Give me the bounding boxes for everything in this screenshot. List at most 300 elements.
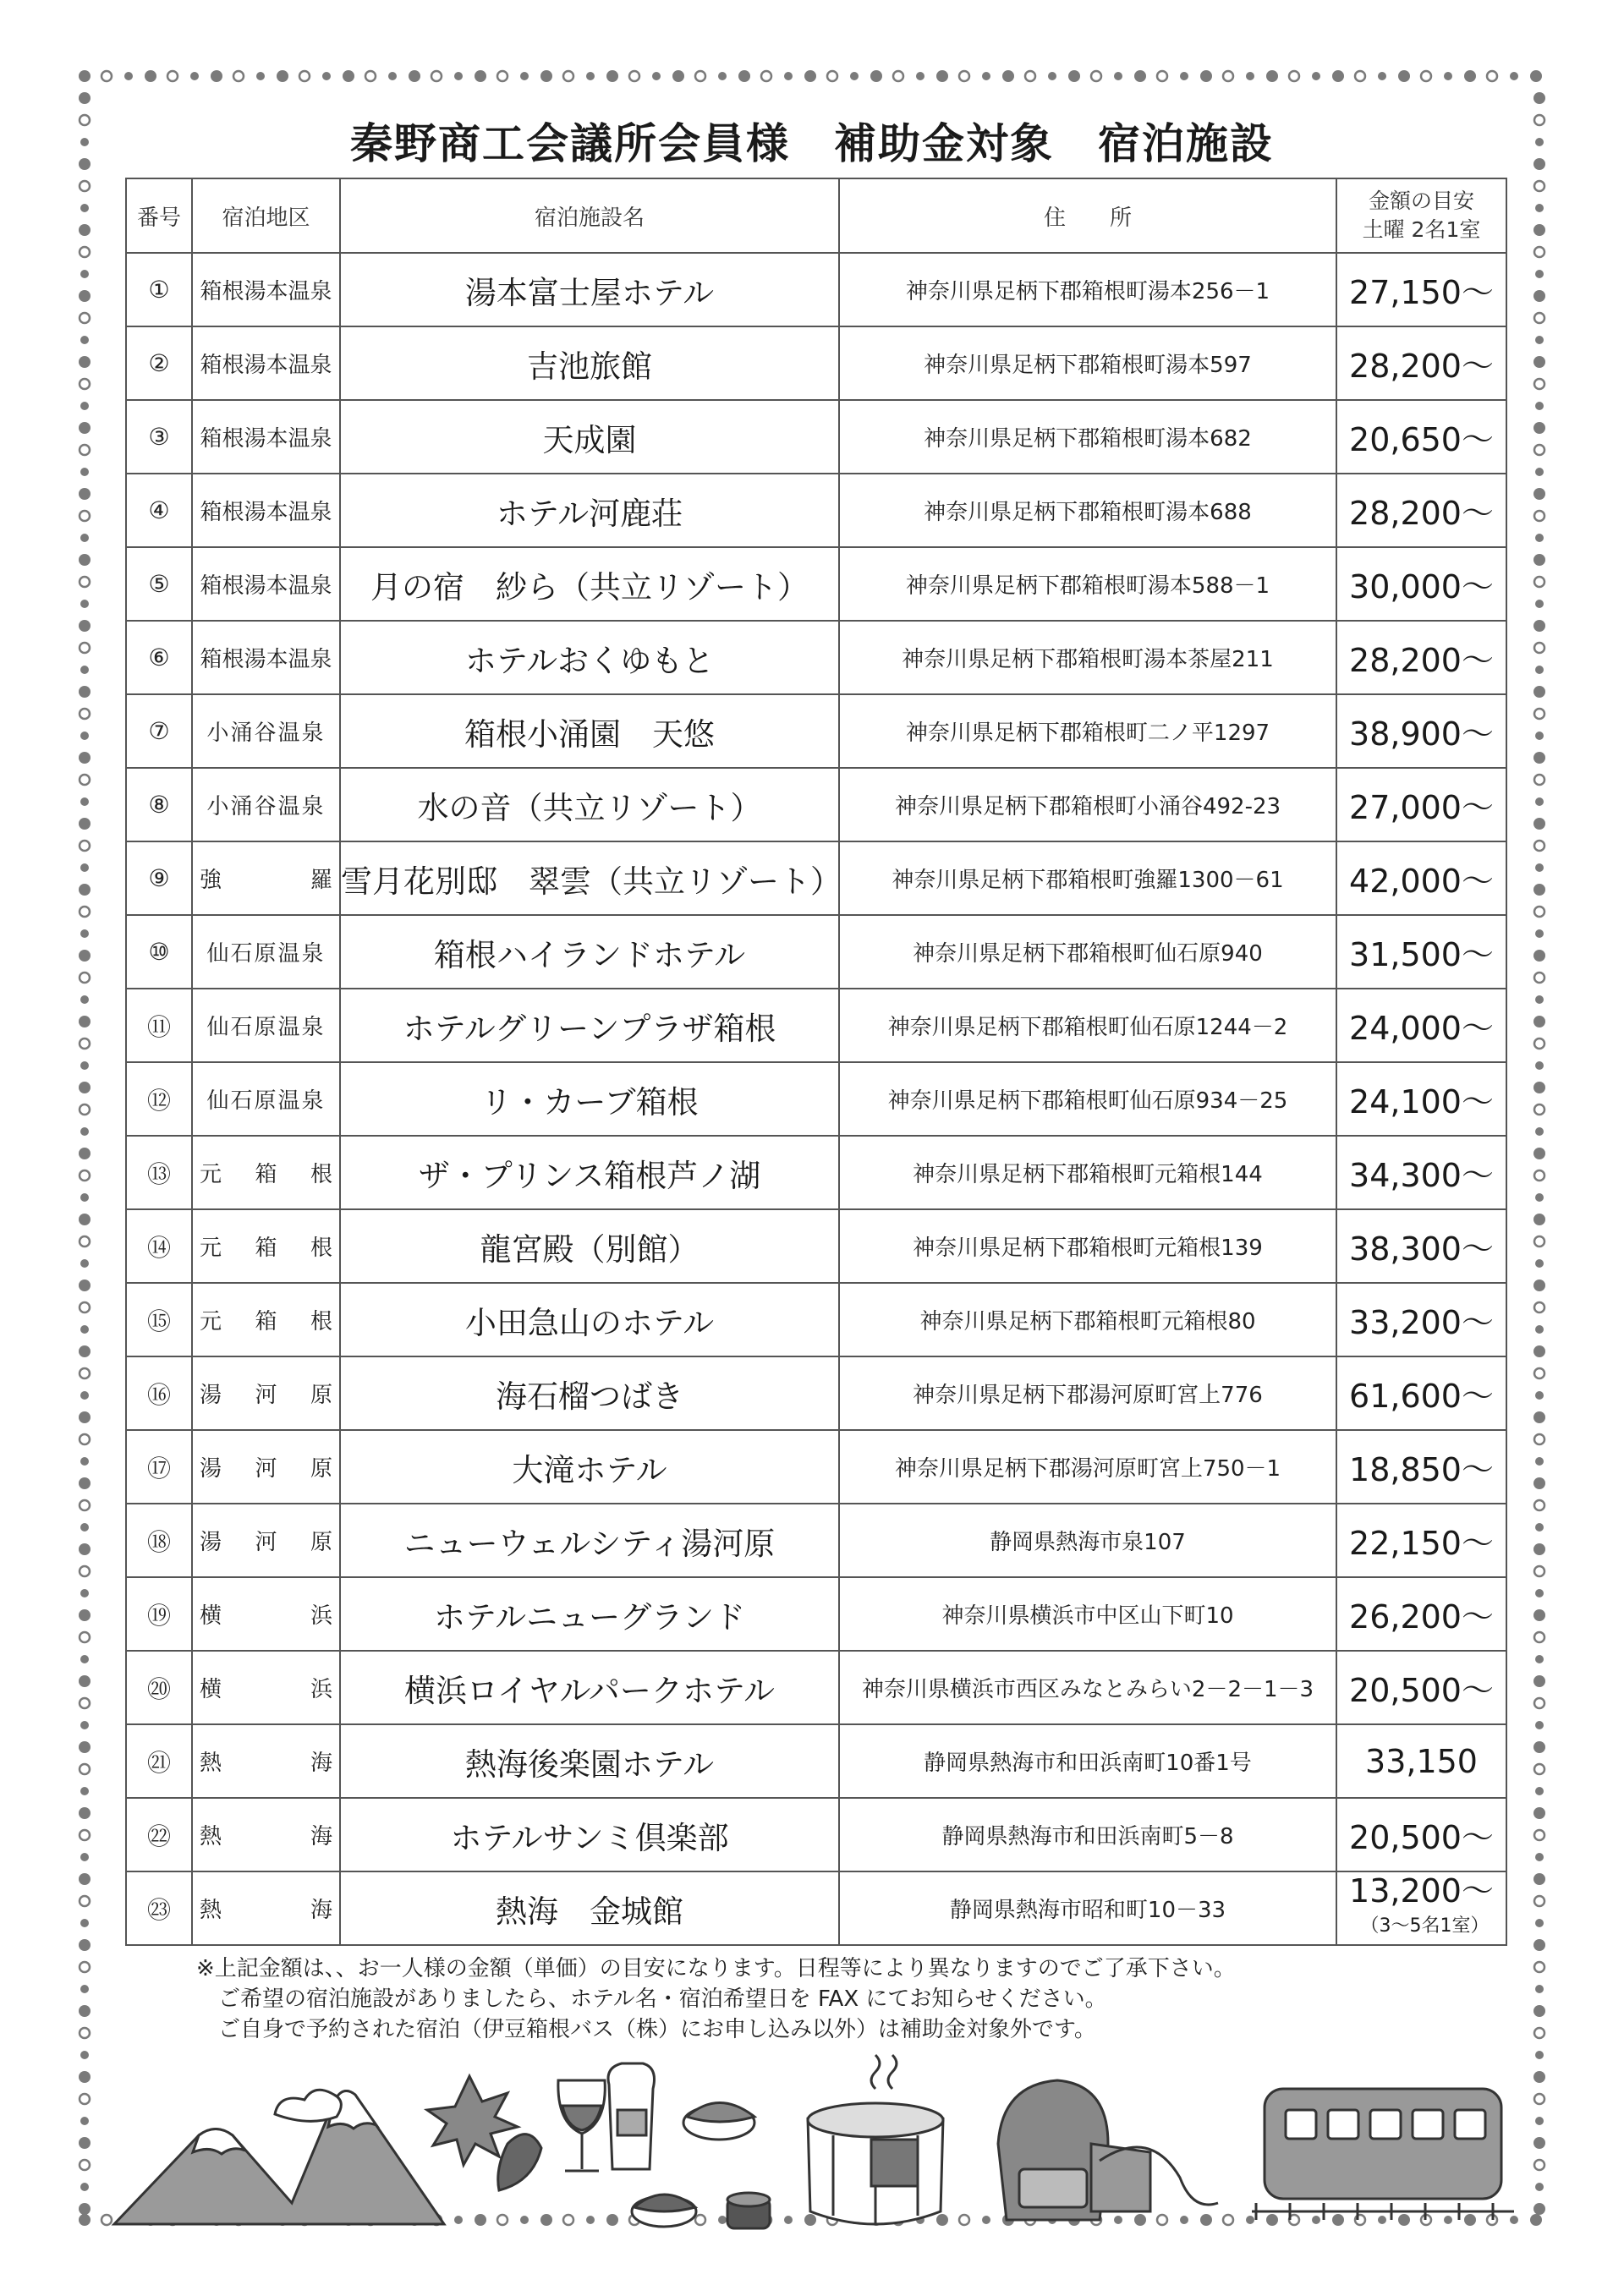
row-facility-name: 龍宮殿（別館） (340, 1209, 839, 1283)
row-number: ⑫ (126, 1062, 192, 1136)
row-price (1336, 1871, 1506, 1945)
border-dot (1534, 577, 1544, 587)
row-facility-name: 箱根ハイランドホテル (340, 915, 839, 989)
border-dot (1533, 1214, 1545, 1225)
row-area-text: 仙石原温泉 (206, 941, 326, 967)
border-dot (1535, 402, 1544, 410)
border-dot (1535, 863, 1544, 872)
border-dot (80, 1896, 90, 1906)
row-address: 神奈川県足柄下郡箱根町仙石原940 (839, 915, 1336, 989)
row-area (192, 1724, 340, 1798)
border-dot (80, 1721, 89, 1729)
row-address: 神奈川県足柄下郡湯河原町宮上776 (839, 1356, 1336, 1430)
row-address: 神奈川県足柄下郡箱根町強羅1300－61 (839, 841, 1336, 915)
row-address: 神奈川県足柄下郡箱根町小涌谷492-23 (839, 768, 1336, 841)
header-facility-name: 宿泊施設名 (340, 178, 839, 253)
area-char: 河 (255, 1530, 277, 1555)
border-dot (1533, 1345, 1545, 1357)
border-dot (80, 379, 90, 389)
border-dot (563, 71, 573, 81)
area-char: 横 (200, 1677, 222, 1702)
border-dot (80, 1787, 89, 1795)
row-facility-name: 海石榴つばき (340, 1356, 839, 1430)
area-char: 箱 (255, 1162, 277, 1187)
row-price (1336, 1283, 1506, 1356)
row-area-spread (193, 1672, 339, 1703)
border-dot (1535, 1391, 1544, 1400)
border-dot (1535, 797, 1544, 806)
border-dot (80, 907, 90, 917)
border-dot (1534, 181, 1544, 191)
border-dot (1533, 1609, 1545, 1621)
row-area (192, 1798, 340, 1871)
border-dot (1534, 841, 1544, 851)
border-dot (1533, 1675, 1545, 1687)
row-number: ⑯ (126, 1356, 192, 1430)
note-line: ご希望の宿泊施設がありましたら、ホテル名・宿泊希望日を FAX にてお知らせください。 (218, 1986, 1107, 2012)
row-address: 静岡県熱海市昭和町10－33 (839, 1871, 1336, 1945)
table-row (126, 1136, 1506, 1209)
note-line: ※上記金額は、、お一人様の金額（単価）の目安になります。日程等により異なりますのでご了承下さい。 (196, 1956, 1236, 1981)
border-dot (80, 1193, 89, 1202)
row-area (192, 1577, 340, 1651)
row-price (1336, 1504, 1506, 1577)
area-char: 強 (200, 868, 222, 893)
border-dot (80, 1038, 90, 1049)
row-number: ⑥ (126, 621, 192, 694)
border-dot (80, 775, 90, 785)
border-dot (1535, 1325, 1544, 1334)
row-facility-name: ホテルサンミ倶楽部 (340, 1798, 839, 1871)
border-dot (80, 1391, 89, 1400)
row-facility-name: ホテル河鹿荘 (340, 474, 839, 547)
border-dot (80, 1853, 89, 1861)
border-dot (1200, 70, 1212, 82)
border-dot (79, 1082, 91, 1093)
area-char: 元 (200, 1309, 222, 1334)
row-number: ⑧ (126, 768, 192, 841)
border-dot (1533, 1741, 1545, 1753)
row-area (192, 915, 340, 989)
area-char: 海 (310, 1898, 332, 1923)
row-facility-name: 天成園 (340, 400, 839, 474)
border-dot (80, 1236, 90, 1247)
border-dot (1246, 72, 1254, 80)
row-number: ⑬ (126, 1136, 192, 1209)
row-price-value: 22,150～ (1349, 1525, 1494, 1562)
border-dot (695, 71, 705, 81)
border-dot (652, 72, 661, 80)
autumn-leaf-illustration (427, 2076, 541, 2190)
hot-spring-bath-illustration (808, 2055, 943, 2224)
border-dot (520, 72, 529, 80)
border-dot (1533, 554, 1545, 566)
row-number: ㉑ (126, 1724, 192, 1798)
border-dot (80, 929, 89, 938)
border-dot (79, 1016, 91, 1027)
row-price-value: 34,300～ (1349, 1157, 1494, 1194)
border-dot (80, 445, 90, 455)
border-dot (1535, 1193, 1544, 1202)
border-dot (1223, 71, 1233, 81)
row-price-value: 24,100～ (1349, 1083, 1494, 1121)
border-dot (1535, 1523, 1544, 1532)
border-dot (145, 70, 156, 82)
table-header-row (126, 178, 1506, 253)
border-dot (79, 950, 91, 962)
border-dot (1533, 884, 1545, 896)
border-dot (1535, 1259, 1544, 1268)
row-facility-name: ホテルおくゆもと (340, 621, 839, 694)
border-dot (277, 70, 288, 82)
border-dot (79, 1675, 91, 1687)
border-dot (80, 1500, 90, 1510)
border-dot (80, 841, 90, 851)
mountain-illustration (114, 2090, 444, 2224)
table-row (126, 621, 1506, 694)
row-price-value: 38,300～ (1349, 1230, 1494, 1268)
row-price (1336, 1062, 1506, 1136)
border-dot (80, 1457, 89, 1466)
area-char: 熱 (200, 1751, 222, 1776)
border-dot (1025, 71, 1035, 81)
header-price (1336, 178, 1506, 253)
border-dot (827, 71, 837, 81)
border-dot (80, 995, 89, 1004)
table-row (126, 1504, 1506, 1577)
border-dot (1534, 709, 1544, 719)
travel-illustrations (0, 2042, 1624, 2245)
border-dot (1533, 818, 1545, 830)
row-address: 静岡県熱海市和田浜南町10番1号 (839, 1724, 1336, 1798)
border-dot (959, 71, 969, 81)
border-dot (79, 2005, 91, 2017)
border-dot (80, 1302, 90, 1312)
row-number: ⑰ (126, 1430, 192, 1504)
row-facility-name: 月の宿 紗ら（共立リゾート） (340, 547, 839, 621)
border-dot (80, 1764, 90, 1774)
row-address: 神奈川県足柄下郡湯河原町宮上750－1 (839, 1430, 1336, 1504)
border-dot (1534, 1170, 1544, 1181)
border-dot (1533, 1939, 1545, 1951)
border-dot (1535, 270, 1544, 278)
border-dot (1534, 973, 1544, 983)
row-price (1336, 1577, 1506, 1651)
area-char: 箱 (255, 1309, 277, 1334)
border-dot (79, 818, 91, 830)
border-dot (1535, 468, 1544, 476)
border-dot (80, 732, 89, 740)
row-area (192, 768, 340, 841)
border-dot (1533, 950, 1545, 962)
row-facility-name: 箱根小涌園 天悠 (340, 694, 839, 768)
row-area-spread (193, 863, 339, 894)
row-address: 神奈川県足柄下郡箱根町湯本256－1 (839, 253, 1336, 326)
row-price-value: 33,150 (1365, 1742, 1478, 1780)
border-dot (79, 1345, 91, 1357)
border-dot (80, 270, 89, 278)
table-row (126, 1724, 1506, 1798)
row-facility-name: 雪月花別邸 翠雲（共立リゾート） (340, 841, 839, 915)
border-dot (80, 1830, 90, 1840)
row-price-value: 28,200～ (1349, 348, 1494, 385)
border-dot (1530, 70, 1542, 82)
border-dot (388, 72, 397, 80)
border-dot (540, 70, 552, 82)
border-dot (80, 577, 90, 587)
row-area-text: 箱根湯本温泉 (200, 573, 332, 599)
train-illustration (1252, 2089, 1514, 2220)
border-dot (80, 402, 89, 410)
row-address: 神奈川県足柄下郡箱根町元箱根80 (839, 1283, 1336, 1356)
table-row (126, 1356, 1506, 1430)
row-address: 神奈川県足柄下郡箱根町湯本682 (839, 400, 1336, 474)
border-dot (79, 488, 91, 500)
border-dot (79, 1873, 91, 1885)
border-dot (1533, 422, 1545, 434)
border-dot (1534, 907, 1544, 917)
table-row (126, 1651, 1506, 1724)
backpack-illustration (998, 2080, 1218, 2220)
border-dot (893, 71, 903, 81)
header-price-line2: 土曜 2名1室 (1362, 217, 1481, 242)
row-area-spread (193, 1451, 339, 1482)
row-price (1336, 1136, 1506, 1209)
row-number: ⑳ (126, 1651, 192, 1724)
border-dot (79, 1609, 91, 1621)
table-row (126, 1430, 1506, 1504)
row-area-text: 箱根湯本温泉 (200, 500, 332, 525)
border-dot (1534, 1104, 1544, 1115)
header-area: 宿泊地区 (192, 178, 340, 253)
table-row (126, 1577, 1506, 1651)
row-facility-name: 熱海 金城館 (340, 1871, 839, 1945)
page-title: 秦野商工会議所会員様 補助金対象 宿泊施設 (350, 119, 1274, 168)
border-dot (586, 72, 595, 80)
row-area (192, 547, 340, 621)
border-dot (80, 797, 89, 806)
border-dot (1535, 995, 1544, 1004)
border-dot (1535, 534, 1544, 542)
border-dot (79, 224, 91, 236)
border-dot (409, 70, 420, 82)
row-price-value: 26,200～ (1349, 1598, 1494, 1636)
row-facility-name: 横浜ロイヤルパークホテル (340, 1651, 839, 1724)
border-dot (80, 666, 89, 674)
border-dot (1533, 1411, 1545, 1423)
border-dot (1533, 752, 1545, 764)
border-dot (343, 70, 354, 82)
row-facility-name: 大滝ホテル (340, 1430, 839, 1504)
border-dot (1535, 1721, 1544, 1729)
border-dot (1533, 356, 1545, 368)
border-dot (80, 511, 90, 521)
row-area-spread (193, 1598, 339, 1630)
area-char: 羅 (310, 868, 332, 893)
border-dot (1534, 1236, 1544, 1247)
border-dot (1535, 1457, 1544, 1466)
notes (196, 1954, 1516, 2045)
border-dot (79, 1939, 91, 1951)
row-area (192, 1283, 340, 1356)
area-char: 原 (310, 1530, 332, 1555)
border-dot (80, 600, 89, 608)
border-dot (80, 1962, 90, 1972)
border-dot (804, 70, 816, 82)
row-address: 神奈川県足柄下郡箱根町湯本688 (839, 474, 1336, 547)
row-facility-name: ホテルグリーンプラザ箱根 (340, 989, 839, 1062)
border-dot (1535, 1853, 1544, 1861)
row-area (192, 1504, 340, 1577)
row-number: ① (126, 253, 192, 326)
border-dot (79, 1543, 91, 1555)
row-area-spread (193, 1745, 339, 1777)
border-dot (1533, 290, 1545, 302)
border-dot (322, 72, 331, 80)
row-facility-name: リ・カーブ箱根 (340, 1062, 839, 1136)
area-char: 原 (310, 1456, 332, 1482)
row-area (192, 474, 340, 547)
table-row (126, 1062, 1506, 1136)
border-dot (1535, 1787, 1544, 1795)
border-dot (1535, 1127, 1544, 1136)
row-area-text: 小涌谷温泉 (206, 794, 326, 819)
row-price-value: 18,850～ (1349, 1451, 1494, 1488)
border-dot (1534, 247, 1544, 257)
row-price (1336, 474, 1506, 547)
border-dot (79, 554, 91, 566)
border-dot (1534, 1038, 1544, 1049)
border-dot (1464, 70, 1476, 82)
row-facility-name: 吉池旅館 (340, 326, 839, 400)
row-facility-name: 水の音（共立リゾート） (340, 768, 839, 841)
row-area (192, 1651, 340, 1724)
border-dot (1266, 70, 1278, 82)
row-address: 神奈川県足柄下郡箱根町湯本597 (839, 326, 1336, 400)
border-dot (1535, 1061, 1544, 1070)
table-row (126, 474, 1506, 547)
border-dot (80, 1632, 90, 1642)
border-dot (80, 313, 90, 323)
border-dot (784, 72, 793, 80)
border-dot (211, 70, 222, 82)
border-dot (870, 70, 882, 82)
border-dot (102, 71, 112, 81)
row-area-text: 仙石原温泉 (206, 1088, 326, 1114)
area-char: 根 (310, 1236, 332, 1261)
border-dot (1533, 1280, 1545, 1291)
header-price-line1: 金額の目安 (1368, 189, 1474, 213)
border-dot (1533, 1543, 1545, 1555)
row-price (1336, 253, 1506, 326)
border-dot (1534, 511, 1544, 521)
row-facility-name: 熱海後楽園ホテル (340, 1724, 839, 1798)
border-dot (1091, 71, 1101, 81)
border-dot (1332, 70, 1344, 82)
row-address: 神奈川県横浜市中区山下町10 (839, 1577, 1336, 1651)
border-dot (80, 1170, 90, 1181)
border-dot (1289, 71, 1299, 81)
border-dot (454, 72, 463, 80)
border-dot (79, 1280, 91, 1291)
border-dot (1378, 72, 1386, 80)
border-dot (190, 72, 199, 80)
border-dot (916, 72, 924, 80)
border-dot (1535, 666, 1544, 674)
row-area-spread (193, 1230, 339, 1262)
border-dot (79, 1807, 91, 1819)
row-area-text: 小涌谷温泉 (206, 721, 326, 746)
border-dot (1355, 71, 1365, 81)
border-dot (80, 1523, 89, 1532)
border-dot (79, 1148, 91, 1159)
row-price (1336, 1430, 1506, 1504)
row-price (1336, 621, 1506, 694)
border-dot (982, 72, 990, 80)
row-price (1336, 1209, 1506, 1283)
border-dot (1534, 1698, 1544, 1708)
border-dot (80, 1259, 89, 1268)
row-address: 静岡県熱海市和田浜南町5－8 (839, 1798, 1336, 1871)
area-char: 浜 (310, 1603, 332, 1629)
row-area (192, 400, 340, 474)
row-price-value: 61,600～ (1349, 1378, 1494, 1415)
row-area (192, 989, 340, 1062)
border-dot (1421, 71, 1431, 81)
border-dot (80, 1325, 89, 1334)
area-char: 浜 (310, 1677, 332, 1702)
border-dot (936, 70, 948, 82)
border-dot (80, 247, 90, 257)
row-price-value: 24,000～ (1349, 1010, 1494, 1047)
note-line: ご自身で予約された宿泊（伊豆箱根バス（株）にお申し込み以外）は補助金対象外です。 (218, 2017, 1096, 2042)
row-area-text: 箱根湯本温泉 (200, 647, 332, 672)
row-price (1336, 768, 1506, 841)
area-char: 元 (200, 1236, 222, 1261)
border-dot (1534, 1764, 1544, 1774)
table-row (126, 1871, 1506, 1945)
row-price (1336, 989, 1506, 1062)
row-area-spread (193, 1378, 339, 1409)
border-dot (79, 422, 91, 434)
border-dot (80, 204, 89, 212)
border-dot (1534, 775, 1544, 785)
area-char: 元 (200, 1162, 222, 1187)
border-dot (1534, 1896, 1544, 1906)
row-price-note: （3～5名1室） (1360, 1915, 1490, 1937)
border-dot (1068, 70, 1080, 82)
border-dot (1487, 71, 1497, 81)
row-number: ④ (126, 474, 192, 547)
table-row (126, 915, 1506, 989)
row-area-spread (193, 1525, 339, 1556)
border-dot (1533, 1807, 1545, 1819)
row-price (1336, 547, 1506, 621)
table-row (126, 694, 1506, 768)
area-char: 湯 (200, 1530, 222, 1555)
border-dot (1534, 1962, 1544, 1972)
border-dot (79, 1411, 91, 1423)
border-dot (1533, 686, 1545, 698)
border-dot (80, 1434, 90, 1444)
border-dot (80, 1127, 89, 1136)
row-price (1336, 915, 1506, 989)
border-dot (1180, 72, 1188, 80)
row-price-value: 31,500～ (1349, 936, 1494, 973)
row-price-value: 20,500～ (1349, 1672, 1494, 1709)
row-facility-name: ザ・プリンス箱根芦ノ湖 (340, 1136, 839, 1209)
row-number: ⑮ (126, 1283, 192, 1356)
